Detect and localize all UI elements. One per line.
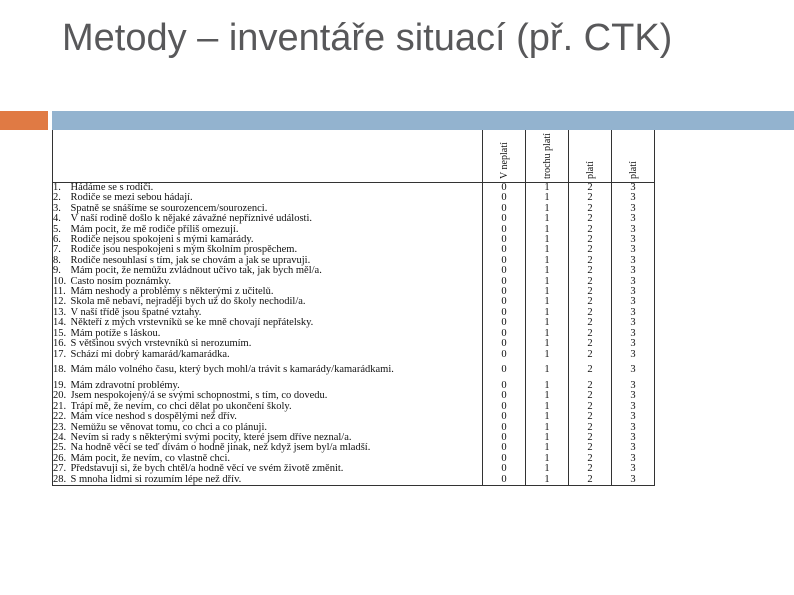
scale-value-0: 0 [483, 235, 526, 245]
item-statement: Mám potíže s láskou. [70, 328, 161, 339]
scale-value-2: 2 [569, 454, 612, 464]
item-statement: Nemůžu se věnovat tomu, co chci a co plánuji. [70, 422, 268, 433]
scale-value-0: 0 [483, 277, 526, 287]
slide-title: Metody – inventáře situací (př. CTK) [62, 17, 673, 59]
table-row [53, 297, 655, 307]
scale-value-2: 2 [569, 256, 612, 266]
scale-value-0: 0 [483, 308, 526, 318]
scale-value-3: 3 [612, 423, 655, 433]
table-row [53, 381, 655, 391]
scale-value-3: 3 [612, 225, 655, 235]
item-statement: Někteří z mých vrstevníků se ke mně chovají nepřátelsky. [70, 318, 314, 329]
scale-value-0: 0 [483, 339, 526, 349]
item-statement: Špatně se snášíme se sourozencem/sourozenci. [70, 203, 268, 214]
item-number: 12. [53, 297, 67, 308]
scale-header-row [53, 130, 655, 183]
scale-value-2: 2 [569, 266, 612, 276]
table-row [53, 402, 655, 412]
scale-value-2: 2 [569, 391, 612, 401]
table-row [53, 339, 655, 349]
header-spacer [53, 130, 71, 183]
item-number: 14. [53, 318, 67, 329]
scale-value-0: 0 [483, 204, 526, 214]
table-row [53, 214, 655, 224]
scale-value-3: 3 [612, 256, 655, 266]
item-number: 2. [53, 193, 61, 204]
scale-value-3: 3 [612, 360, 655, 381]
scale-value-3: 3 [612, 204, 655, 214]
scale-value-0: 0 [483, 287, 526, 297]
scale-value-2: 2 [569, 225, 612, 235]
scale-value-0: 0 [483, 183, 526, 194]
scale-label: trochu platí [541, 133, 553, 179]
table-row [53, 464, 655, 474]
scale-value-1: 1 [526, 204, 569, 214]
item-number: 24. [53, 432, 67, 443]
scale-value-0: 0 [483, 297, 526, 307]
scale-value-1: 1 [526, 464, 569, 474]
table-row [53, 277, 655, 287]
item-statement: S mnoha lidmi si rozumím lépe než dřív. [70, 474, 242, 485]
scale-value-1: 1 [526, 297, 569, 307]
table-row [53, 193, 655, 203]
scale-value-2: 2 [569, 433, 612, 443]
scale-value-1: 1 [526, 318, 569, 328]
table-row [53, 391, 655, 401]
item-number: 6. [53, 235, 61, 246]
scale-value-3: 3 [612, 464, 655, 474]
table-row [53, 183, 655, 194]
item-number: 16. [53, 339, 67, 350]
scale-value-2: 2 [569, 204, 612, 214]
item-number: 10. [53, 276, 67, 287]
scale-value-2: 2 [569, 423, 612, 433]
scale-value-0: 0 [483, 412, 526, 422]
scale-value-0: 0 [483, 214, 526, 224]
item-number: 5. [53, 224, 61, 235]
item-number: 19. [53, 380, 67, 391]
item-statement: Trápí mě, že nevím, co chci dělat po ukončení školy. [70, 401, 292, 412]
scale-header-3 [612, 130, 655, 183]
scale-value-3: 3 [612, 391, 655, 401]
scale-value-2: 2 [569, 443, 612, 453]
table-row [53, 475, 655, 486]
scale-value-2: 2 [569, 339, 612, 349]
scale-value-1: 1 [526, 183, 569, 194]
item-number: 22. [53, 412, 67, 423]
scale-value-1: 1 [526, 454, 569, 464]
scale-value-1: 1 [526, 214, 569, 224]
scale-value-1: 1 [526, 412, 569, 422]
scale-value-3: 3 [612, 454, 655, 464]
scale-value-0: 0 [483, 329, 526, 339]
scale-value-2: 2 [569, 318, 612, 328]
item-statement: Mám pocit, že nemůžu zvládnout učivo tak, jak bych měl/a. [70, 266, 322, 277]
item-number: 23. [53, 422, 67, 433]
scale-value-1: 1 [526, 308, 569, 318]
item-number: 28. [53, 474, 67, 485]
scale-value-1: 1 [526, 423, 569, 433]
scale-value-0: 0 [483, 433, 526, 443]
scale-value-1: 1 [526, 475, 569, 486]
scale-value-0: 0 [483, 423, 526, 433]
scale-header-1 [526, 130, 569, 183]
item-statement: Často nosím poznámky. [70, 276, 172, 287]
item-statement: Schází mi dobrý kamarád/kamarádka. [70, 349, 230, 360]
item-number: 11. [53, 287, 66, 298]
item-statement: Mám pocit, že mě rodiče příliš omezují. [70, 224, 239, 235]
scale-value-3: 3 [612, 266, 655, 276]
scale-value-1: 1 [526, 350, 569, 360]
scale-value-3: 3 [612, 245, 655, 255]
scale-value-0: 0 [483, 381, 526, 391]
scale-value-3: 3 [612, 287, 655, 297]
scale-value-2: 2 [569, 412, 612, 422]
scale-label: platí [584, 161, 596, 179]
scale-value-3: 3 [612, 402, 655, 412]
item-number: 25. [53, 443, 67, 454]
item-statement: Na hodně věcí se teď dívám o hodně jinak, než když jsem byl/a mladší. [70, 443, 371, 454]
scale-value-2: 2 [569, 464, 612, 474]
item-statement: Mám pocit, že nevím, co vlastně chci. [70, 453, 230, 464]
item-statement: Mám neshody a problémy s některými z učitelů. [70, 287, 274, 298]
scale-value-0: 0 [483, 266, 526, 276]
scale-value-1: 1 [526, 235, 569, 245]
questionnaire-table [52, 130, 655, 486]
item-number: 26. [53, 453, 67, 464]
item-statement: S většinou svých vrstevníků si nerozumím. [70, 339, 252, 350]
scale-value-1: 1 [526, 245, 569, 255]
item-statement: Představuji si, že bych chtěl/a hodně věcí ve svém životě změnit. [70, 464, 344, 475]
scale-value-1: 1 [526, 391, 569, 401]
scale-value-2: 2 [569, 350, 612, 360]
item-number: 7. [53, 245, 61, 256]
scale-value-1: 1 [526, 256, 569, 266]
scale-value-3: 3 [612, 277, 655, 287]
scale-value-3: 3 [612, 193, 655, 203]
table-row [53, 266, 655, 276]
scale-value-3: 3 [612, 339, 655, 349]
item-statement: Mám málo volného času, který bych mohl/a trávit s kamarády/kamarádkami. [70, 364, 394, 376]
item-statement: V naší rodině došlo k nějaké závažné nepříznivé události. [70, 214, 313, 225]
table-row [53, 256, 655, 266]
scale-value-2: 2 [569, 329, 612, 339]
scale-label: V neplatí [498, 142, 510, 179]
scale-value-2: 2 [569, 287, 612, 297]
scale-value-0: 0 [483, 443, 526, 453]
item-statement: Nevím si rady s některými svými pocity, které jsem dříve neznal/a. [70, 432, 352, 443]
scale-value-1: 1 [526, 193, 569, 203]
table-row [53, 433, 655, 443]
scale-value-3: 3 [612, 308, 655, 318]
scale-value-3: 3 [612, 381, 655, 391]
scale-value-2: 2 [569, 193, 612, 203]
scale-value-2: 2 [569, 308, 612, 318]
scale-value-1: 1 [526, 287, 569, 297]
scale-value-1: 1 [526, 433, 569, 443]
scale-value-0: 0 [483, 475, 526, 486]
item-statement: Rodiče jsou nespokojeni s mým školním prospěchem. [70, 245, 298, 256]
questionnaire-rows [53, 183, 655, 486]
scale-value-2: 2 [569, 214, 612, 224]
item-number: 9. [53, 266, 61, 277]
item-statement: V naší třídě jsou špatné vztahy. [70, 307, 202, 318]
scale-value-0: 0 [483, 193, 526, 203]
scale-value-1: 1 [526, 339, 569, 349]
scale-value-3: 3 [612, 329, 655, 339]
scale-value-0: 0 [483, 391, 526, 401]
table-row [53, 412, 655, 422]
scale-value-2: 2 [569, 183, 612, 194]
table-row [53, 287, 655, 297]
item-statement: Rodiče se mezi sebou hádají. [70, 193, 193, 204]
scale-value-3: 3 [612, 235, 655, 245]
table-row [53, 308, 655, 318]
accent-bar-orange [0, 111, 48, 130]
item-number: 17. [53, 349, 67, 360]
scale-value-3: 3 [612, 183, 655, 194]
scale-value-2: 2 [569, 402, 612, 412]
scale-value-1: 1 [526, 360, 569, 381]
item-statement: Rodiče nejsou spokojeni s mými kamarády. [70, 235, 254, 246]
scale-value-1: 1 [526, 225, 569, 235]
item-number: 27. [53, 464, 67, 475]
table-row [53, 454, 655, 464]
scale-value-1: 1 [526, 443, 569, 453]
scale-value-2: 2 [569, 245, 612, 255]
item-statement: Hádáme se s rodiči. [71, 183, 483, 194]
scale-value-2: 2 [569, 360, 612, 381]
scale-value-3: 3 [612, 443, 655, 453]
item-statement: Škola mě nebaví, nejraději bych už do školy nechodil/a. [70, 297, 306, 308]
scale-value-1: 1 [526, 277, 569, 287]
scale-value-1: 1 [526, 381, 569, 391]
scale-value-3: 3 [612, 318, 655, 328]
item-number: 4. [53, 214, 61, 225]
scale-value-3: 3 [612, 412, 655, 422]
scale-header-0 [483, 130, 526, 183]
scale-value-0: 0 [483, 256, 526, 266]
table-row [53, 329, 655, 339]
scale-value-0: 0 [483, 245, 526, 255]
scale-value-2: 2 [569, 297, 612, 307]
table-row [53, 235, 655, 245]
scale-label: platí [627, 161, 639, 179]
scale-value-2: 2 [569, 475, 612, 486]
scale-value-2: 2 [569, 235, 612, 245]
table-row [53, 318, 655, 328]
item-number: 15. [53, 328, 67, 339]
table-row [53, 225, 655, 235]
item-number: 20. [53, 391, 67, 402]
table-row [53, 204, 655, 214]
scale-value-3: 3 [612, 350, 655, 360]
scale-value-0: 0 [483, 350, 526, 360]
scale-header-2 [569, 130, 612, 183]
scale-value-1: 1 [526, 266, 569, 276]
table-row [53, 245, 655, 255]
item-number: 13. [53, 307, 67, 318]
item-number: 1. [53, 183, 71, 194]
scale-value-0: 0 [483, 225, 526, 235]
scale-value-0: 0 [483, 360, 526, 381]
item-number: 21. [53, 401, 67, 412]
item-number: 3. [53, 203, 61, 214]
scale-value-3: 3 [612, 433, 655, 443]
table-row [53, 443, 655, 453]
item-number: 8. [53, 255, 61, 266]
table-row [53, 350, 655, 360]
scale-value-3: 3 [612, 297, 655, 307]
scale-value-3: 3 [612, 475, 655, 486]
item-statement: Mám zdravotní problémy. [70, 380, 180, 391]
table-row [53, 423, 655, 433]
item-statement: Jsem nespokojený/á se svými schopnostmi, s tím, co dovedu. [70, 391, 328, 402]
scale-value-2: 2 [569, 381, 612, 391]
scale-value-1: 1 [526, 402, 569, 412]
header-spacer-text [71, 130, 483, 183]
scale-value-3: 3 [612, 214, 655, 224]
scale-value-0: 0 [483, 464, 526, 474]
scale-value-2: 2 [569, 277, 612, 287]
item-number: 18. [53, 364, 67, 376]
table-row [53, 360, 655, 381]
scale-value-0: 0 [483, 454, 526, 464]
accent-bar-blue [52, 111, 794, 130]
item-statement: Rodiče nesouhlasí s tím, jak se chovám a jak se upravuji. [70, 255, 311, 266]
scale-value-1: 1 [526, 329, 569, 339]
item-statement: Mám více neshod s dospělými než dřív. [70, 412, 237, 423]
scale-value-0: 0 [483, 318, 526, 328]
scale-value-0: 0 [483, 402, 526, 412]
